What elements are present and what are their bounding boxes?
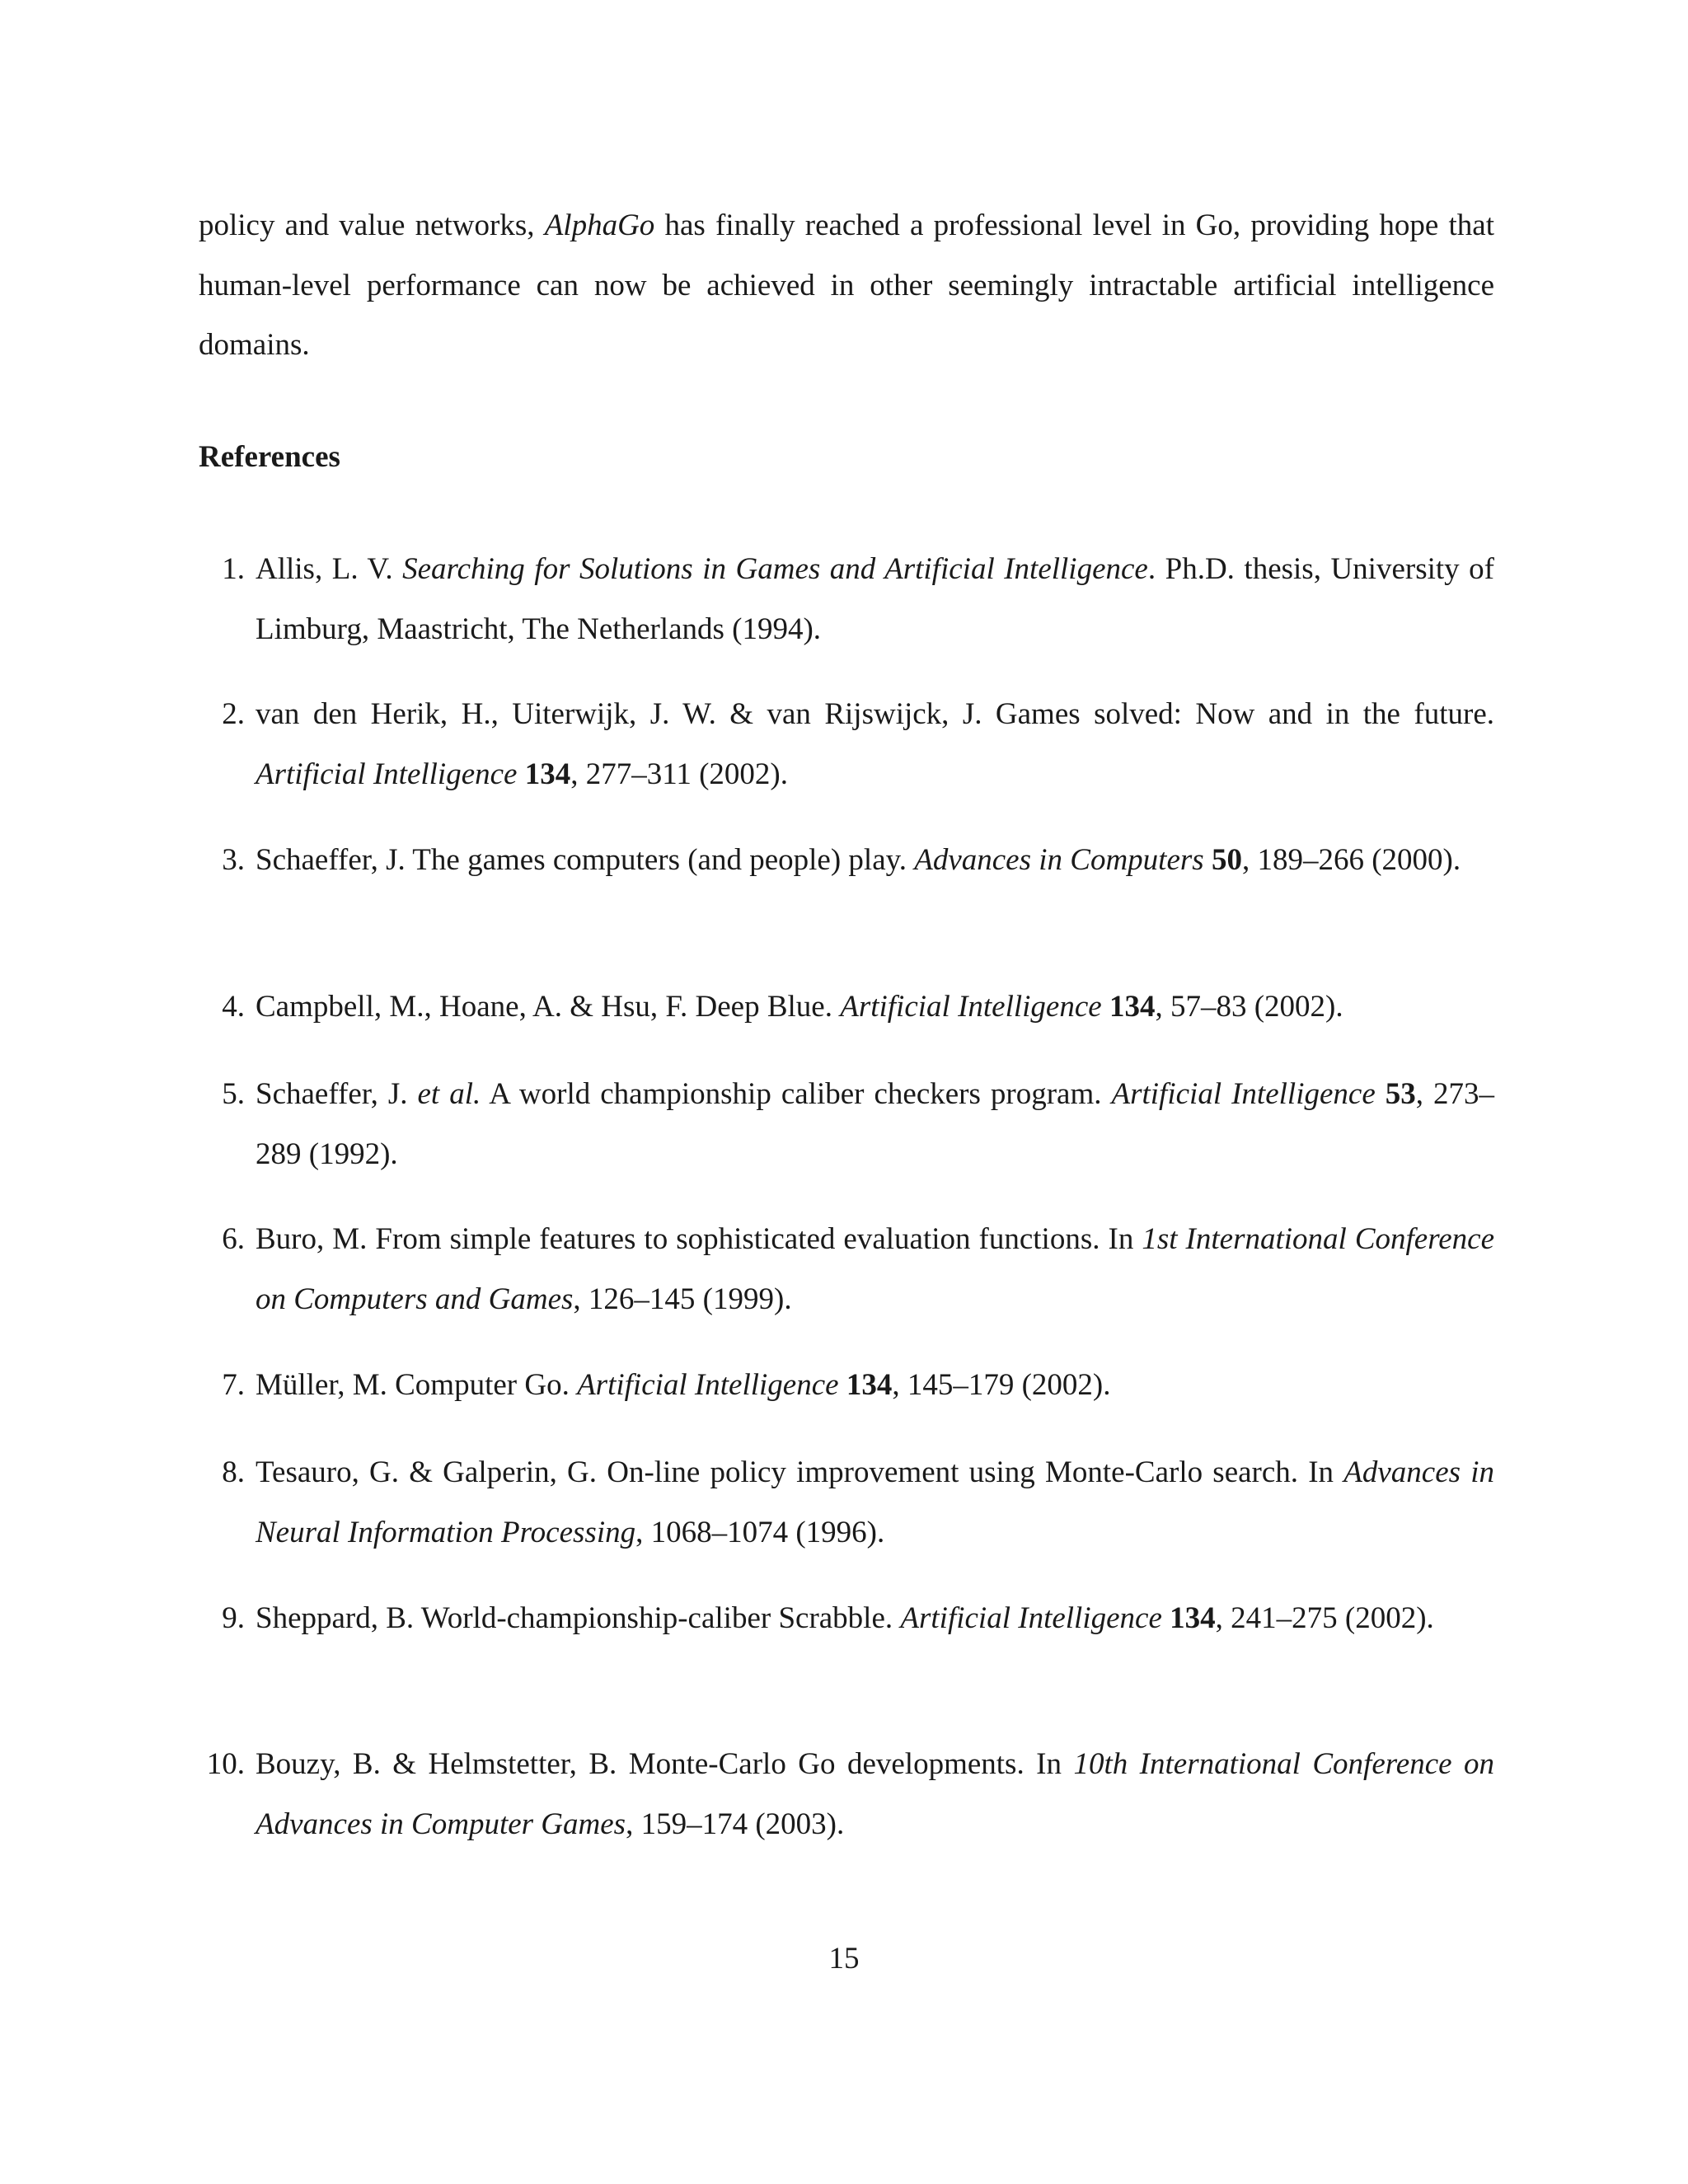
reference-text [256, 1443, 1494, 1563]
ref-part: , 1068–1074 (1996). [635, 1515, 885, 1549]
ref-volume: 134 [1109, 990, 1156, 1024]
ref-volume: 53 [1385, 1077, 1416, 1111]
ref-italic: 1st International Conference on Computers and Games [256, 1222, 1494, 1316]
reference-number: 7. [222, 1368, 245, 1402]
ref-italic: Artificial Intelligence [900, 1601, 1162, 1635]
ref-italic: 10th International Conference on Advances in Computer Games [256, 1747, 1495, 1841]
reference-text [256, 1735, 1494, 1854]
ref-part: , 126–145 (1999). [573, 1282, 792, 1316]
ref-italic: Advances in Computers [914, 843, 1204, 877]
ref-part: , 57–83 (2002). [1155, 990, 1343, 1024]
ref-part [1102, 990, 1109, 1024]
reference-number: 1. [222, 552, 245, 586]
page-number: 15 [828, 1942, 860, 1975]
ref-part [839, 1368, 846, 1402]
reference-number: 3. [222, 843, 245, 877]
ref-italic: Artificial Intelligence [840, 990, 1102, 1024]
ref-part: , 277–311 (2002). [570, 757, 789, 791]
ref-volume: 134 [846, 1368, 893, 1402]
reference-number: 8. [222, 1455, 245, 1489]
references-heading: References [199, 440, 340, 474]
ref-part: , 189–266 (2000). [1241, 843, 1461, 877]
reference-text [256, 685, 1494, 804]
ref-part: . Ph.D. thesis, University of Limburg, Maastricht, The Netherlands (1994). [256, 552, 1494, 646]
reference-number: 4. [222, 990, 245, 1024]
ref-volume: 134 [524, 757, 571, 791]
ref-part: Müller, M. Computer Go. [256, 1368, 578, 1402]
reference-number: 2. [222, 697, 245, 731]
intro-text-2: has finally reached a professional level in Go, providing hope that human-level performance can now be achieved in other seemingly intractable artificial intelligence domains. [199, 209, 1495, 362]
ref-part: A world championship caliber checkers program. [481, 1077, 1112, 1111]
ref-part: , 159–174 (2003). [626, 1807, 845, 1841]
reference-number: 6. [222, 1222, 245, 1256]
ref-italic: Advances in Neural Information Processing [256, 1455, 1495, 1549]
reference-number: 5. [222, 1077, 245, 1111]
ref-italic: et al. [417, 1077, 481, 1111]
ref-part: Tesauro, G. & Galperin, G. On-line policy improvement using Monte-Carlo search. In [256, 1455, 1344, 1489]
intro-text-1: policy and value networks, [199, 209, 545, 242]
reference-text [256, 540, 1494, 659]
ref-volume: 134 [1170, 1601, 1216, 1635]
reference-text [256, 1065, 1494, 1184]
ref-part [517, 757, 524, 791]
ref-part: Schaeffer, J. [256, 1077, 418, 1111]
ref-part: Campbell, M., Hoane, A. & Hsu, F. Deep Blue. [256, 990, 841, 1024]
reference-text [256, 1589, 1494, 1649]
ref-part: Buro, M. From simple features to sophisticated evaluation functions. In [256, 1222, 1142, 1256]
ref-part: Bouzy, B. & Helmstetter, B. Monte-Carlo Go developments. In [256, 1747, 1074, 1781]
ref-part [1376, 1077, 1386, 1111]
ref-part [1204, 843, 1212, 877]
ref-italic: Artificial Intelligence [577, 1368, 839, 1402]
ref-volume: 50 [1211, 843, 1242, 877]
ref-part [1162, 1601, 1170, 1635]
reference-text [256, 977, 1494, 1038]
reference-number: 9. [222, 1601, 245, 1635]
ref-part: , 145–179 (2002). [892, 1368, 1111, 1402]
reference-text [256, 1210, 1494, 1329]
ref-part: van den Herik, H., Uiterwijk, J. W. & van Rijswijck, J. Games solved: Now and in the future. [256, 697, 1494, 731]
reference-number: 10. [206, 1747, 245, 1781]
ref-part: Sheppard, B. World-championship-caliber Scrabble. [256, 1601, 901, 1635]
ref-part: Schaeffer, J. The games computers (and people) play. [256, 843, 915, 877]
reference-text [256, 831, 1494, 891]
ref-part: Allis, L. V. [256, 552, 403, 586]
intro-italic-alphago: AlphaGo [544, 209, 655, 242]
reference-text [256, 1356, 1494, 1416]
ref-italic: Artificial Intelligence [1111, 1077, 1376, 1111]
ref-italic: Searching for Solutions in Games and Artificial Intelligence [402, 552, 1148, 586]
ref-part: , 273–289 (1992). [256, 1077, 1495, 1171]
ref-italic: Artificial Intelligence [256, 757, 518, 791]
ref-part: , 241–275 (2002). [1215, 1601, 1434, 1635]
